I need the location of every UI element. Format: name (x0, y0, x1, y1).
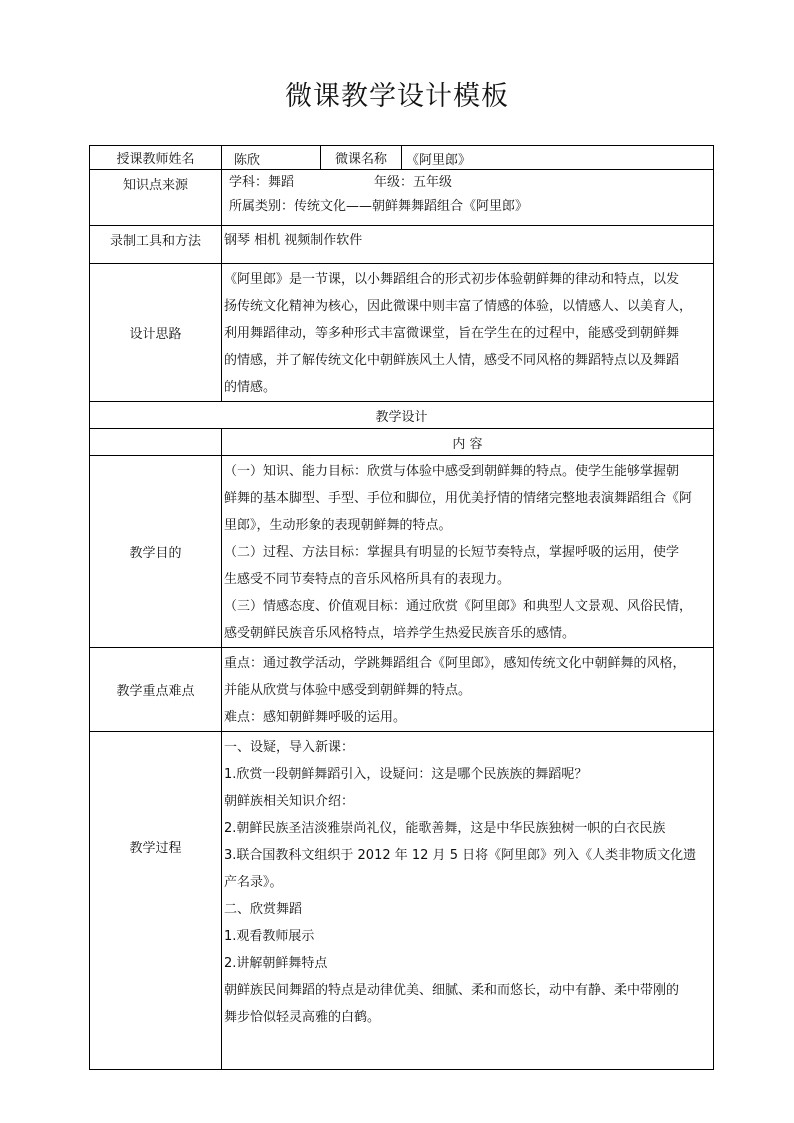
goals-line: 感受朝鲜民族音乐风格特点，培养学生热爱民族音乐的感情。 (224, 626, 576, 641)
content-header-blank (90, 429, 222, 456)
process-line: 一、设疑，导入新课： (224, 740, 355, 755)
teacher-label: 授课教师姓名 (90, 146, 222, 170)
keypoints-content (222, 648, 714, 732)
lesson-design-table (89, 145, 714, 1070)
keypoints-line: 难点：感知朝鲜舞呼吸的运用。 (224, 710, 407, 725)
goals-line: （三）情感态度、价值观目标：通过欣赏《阿里郎》和典型人文景观、风俗民情， (224, 599, 693, 614)
subject-text: 学科：舞蹈 (229, 175, 295, 190)
process-line: 1.欣赏一段朝鲜舞蹈引入，设疑问：这是哪个民族族的舞蹈呢？ (224, 767, 588, 782)
process-label: 教学过程 (90, 732, 222, 1070)
row-goals (90, 456, 714, 648)
row-process (90, 732, 714, 1070)
row-teacher (90, 146, 714, 170)
content-header: 内 容 (222, 429, 714, 456)
idea-label: 设计思路 (90, 264, 222, 402)
keypoints-line: 并能从欣赏与体验中感受到朝鲜舞的特点。 (224, 683, 472, 698)
keypoints-label: 教学重点难点 (90, 648, 222, 732)
keypoints-line: 重点：通过教学活动，学跳舞蹈组合《阿里郎》，感知传统文化中朝鲜舞的风格， (224, 656, 686, 671)
source-label: 知识点来源 (90, 170, 222, 226)
goals-line: 鲜舞的基本脚型、手型、手位和脚位，用优美抒情的情绪完整地表演舞蹈组合《阿 (224, 491, 693, 506)
row-content-header (90, 429, 714, 456)
process-line: 朝鲜族民间舞蹈的特点是动律优美、细腻、柔和而悠长，动中有静、柔中带刚的 (224, 983, 680, 998)
process-line: 舞步恰似轻灵高雅的白鹤。 (224, 1010, 381, 1025)
process-line: 2.讲解朝鲜舞特点 (224, 956, 328, 971)
source-content (222, 170, 714, 226)
goals-line: （二）过程、方法目标：掌握具有明显的长短节奏特点，掌握呼吸的运用，使学 (224, 545, 680, 560)
process-line: 朝鲜族相关知识介绍： (224, 794, 355, 809)
tools-label: 录制工具和方法 (90, 226, 222, 264)
idea-content (222, 264, 714, 402)
idea-line: 利用舞蹈律动，等多种形式丰富微课堂，旨在学生在的过程中，能感受到朝鲜舞 (224, 326, 680, 341)
page-title: 微课教学设计模板 (285, 81, 509, 112)
idea-line: 扬传统文化精神为核心，因此微课中则丰富了情感的体验，以情感人、以美育人， (224, 299, 693, 314)
design-header: 教学设计 (90, 402, 714, 429)
process-line: 3.联合国教科文组织于 2012 年 12 月 5 日将《阿里郎》列入《人类非物质文化遗 (224, 848, 697, 863)
idea-line: 的情感。 (224, 380, 277, 395)
process-line: 二、欣赏舞蹈 (224, 902, 303, 917)
idea-line: 的情感，并了解传统文化中朝鲜族风土人情，感受不同风格的舞蹈特点以及舞蹈 (224, 353, 680, 368)
row-keypoints (90, 648, 714, 732)
row-source (90, 170, 714, 226)
goals-content (222, 456, 714, 648)
goals-line: （一）知识、能力目标：欣赏与体验中感受到朝鲜舞的特点。使学生能够掌握朝 (224, 464, 680, 479)
goals-label: 教学目的 (90, 456, 222, 648)
row-tools (90, 226, 714, 264)
row-idea (90, 264, 714, 402)
course-name-value: 《阿里郎》 (402, 146, 714, 170)
process-line: 产名录》。 (224, 875, 283, 890)
process-line: 2.朝鲜民族圣洁淡雅崇尚礼仪，能歌善舞，这是中华民族独树一帜的白衣民族 (224, 821, 666, 836)
category-text: 所属类别：传统文化——朝鲜舞舞蹈组合《阿里郎》 (229, 199, 529, 214)
grade-text: 年级：五年级 (374, 175, 453, 190)
row-design-header (90, 402, 714, 429)
idea-line: 《阿里郎》是一节课，以小舞蹈组合的形式初步体验朝鲜舞的律动和特点，以发 (224, 272, 680, 287)
tools-value: 钢琴 相机 视频制作软件 (222, 226, 714, 264)
teacher-value: 陈欣 (222, 146, 321, 170)
process-line: 1.观看教师展示 (224, 929, 315, 944)
course-name-label: 微课名称 (321, 146, 402, 170)
goals-line: 生感受不同节奏特点的音乐风格所具有的表现力。 (224, 572, 511, 587)
process-content (222, 732, 714, 1070)
goals-line: 里郎》，生动形象的表现朝鲜舞的特点。 (224, 518, 452, 533)
